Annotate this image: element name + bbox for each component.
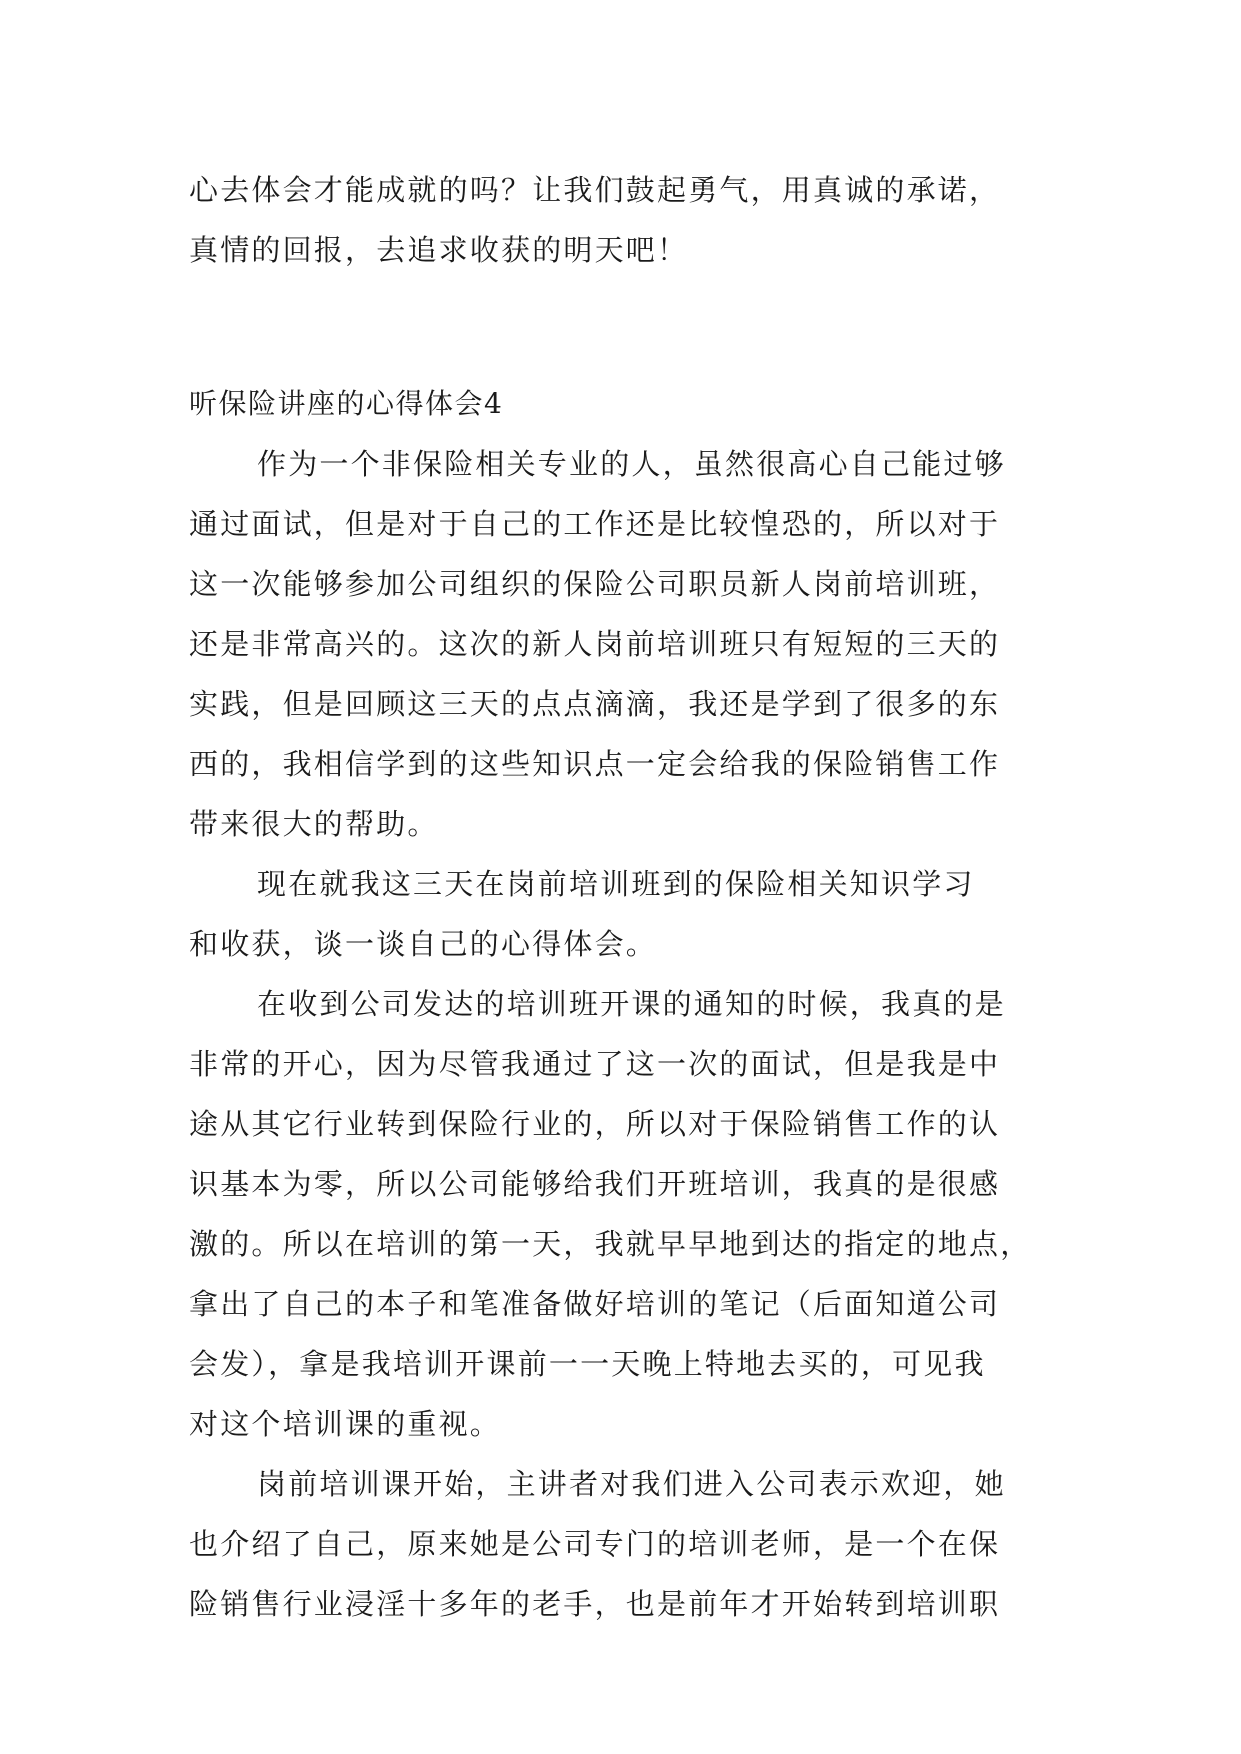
text-line: 作为一个非保险相关专业的人，虽然很高心自己能过够 [257,447,1006,481]
text-line: 还是非常高兴的。这次的新人岗前培训班只有短短的三天的 [189,627,1001,661]
document-body [189,160,1059,1634]
text-line: 心去体会才能成就的吗？让我们鼓起勇气，用真诚的承诺， [189,173,1001,207]
paragraph-3 [189,974,1059,1454]
text-line: 也介绍了自己，原来她是公司专门的培训老师，是一个在保 [189,1527,1001,1561]
text-line: 在收到公司发达的培训班开课的通知的时候，我真的是 [257,987,1006,1021]
text-line: 险销售行业浸淫十多年的老手，也是前年才开始转到培训职 [189,1587,1001,1621]
section-heading: 听保险讲座的心得体会4 [189,387,504,420]
section-spacer [189,280,1059,374]
text-line: 激的。所以在培训的第一天，我就早早地到达的指定的地点， [189,1227,1032,1261]
text-line: 现在就我这三天在岗前培训班到的保险相关知识学习 [257,867,975,901]
text-line: 西的，我相信学到的这些知识点一定会给我的保险销售工作 [189,747,1001,781]
text-line: 非常的开心，因为尽管我通过了这一次的面试，但是我是中 [189,1047,1001,1081]
text-line: 岗前培训课开始，主讲者对我们进入公司表示欢迎，她 [257,1467,1006,1501]
text-line: 这一次能够参加公司组织的保险公司职员新人岗前培训班， [189,567,1001,601]
paragraph-4 [189,1454,1059,1634]
text-line: 途从其它行业转到保险行业的，所以对于保险销售工作的认 [189,1107,1001,1141]
text-line: 和收获，谈一谈自己的心得体会。 [189,927,658,961]
intro-paragraph [189,160,1059,280]
paragraph-2 [189,854,1059,974]
text-line: 真情的回报，去追求收获的明天吧！ [189,233,689,267]
paragraph-1 [189,434,1059,854]
text-line: 识基本为零，所以公司能够给我们开班培训，我真的是很感 [189,1167,1001,1201]
text-line: 通过面试，但是对于自己的工作还是比较惶恐的，所以对于 [189,507,1001,541]
text-line: 会发），拿是我培训开课前一一天晚上特地去买的，可见我 [189,1347,986,1381]
text-line: 带来很大的帮助。 [189,807,439,841]
text-line: 实践，但是回顾这三天的点点滴滴，我还是学到了很多的东 [189,687,1001,721]
text-line: 拿出了自己的本子和笔准备做好培训的笔记（后面知道公司 [189,1287,1001,1321]
text-line: 对这个培训课的重视。 [189,1407,502,1441]
